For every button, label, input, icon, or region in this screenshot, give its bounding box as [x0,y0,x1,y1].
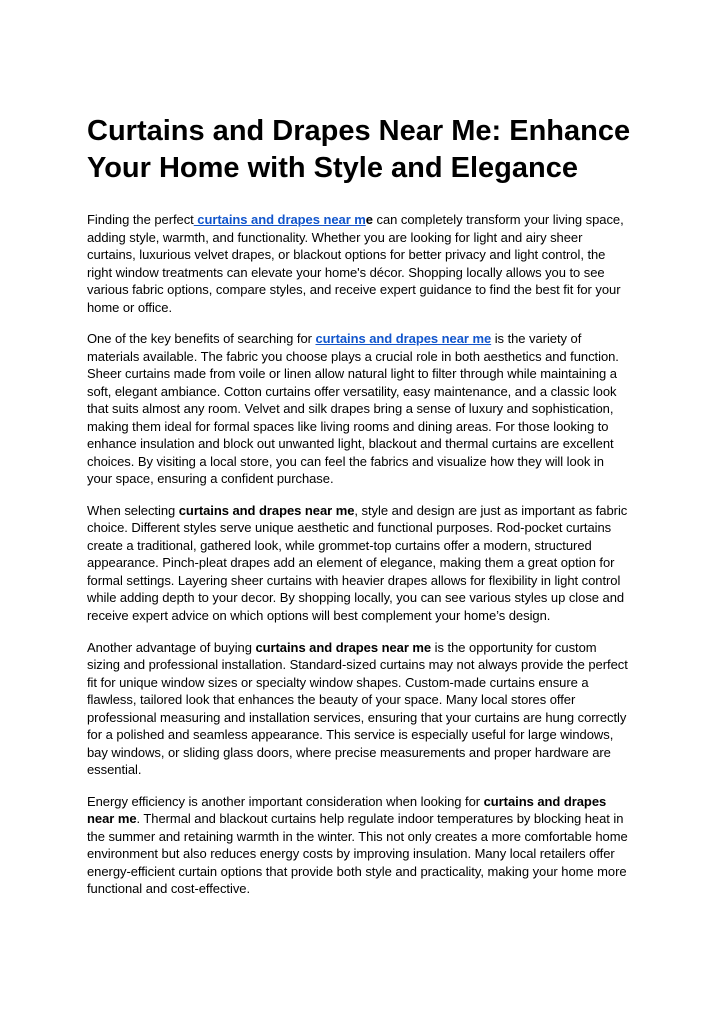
paragraph-text: . Thermal and blackout curtains help regulate indoor temperatures by blocking heat in the summer and retaining warmth in the winter. This not only creates a more comfortable home environment but also reduces energy costs by improving insulation. Many local retailers offer energy-efficient curtain options that provide both style and practicality, making your home more functional and cost-effective. [87,811,628,897]
paragraph-text: When selecting [87,502,179,518]
paragraph-text: Another advantage of buying [87,639,256,655]
paragraph-text: can completely transform your living space, adding style, warmth, and functionality. Whether you are looking for light and airy sheer curtains, luxurious velvet drapes, or blackout options for better privacy and light control, the right window treatments can elevate your home's décor. Shopping locally allows you to see various fabric options, compare styles, and receive expert guidance to find the best fit for your home or office. [87,212,624,315]
keyword-link[interactable]: curtains and drapes near me [315,331,492,347]
page-title: Curtains and Drapes Near Me: Enhance Your Home with Style and Elegance [87,115,631,184]
paragraph-text: is the opportunity for custom sizing and professional installation. Standard-sized curtains may not always provide the perfect fit for unique window sizes or specialty window shapes. Custom-made curtains ensure a flawless, tailored look that enhances the beauty of your space. Many local stores offer professional measuring and installation services, ensuring that your curtains are hung correctly for a polished and seamless appearance. This service is especially useful for large windows, bay windows, or sliding glass doors, where precise measurements and proper hardware are essential. [87,639,628,778]
paragraph-text: Energy efficiency is another important consideration when looking for [87,793,484,809]
paragraph-text: One of the key benefits of searching for [87,331,316,347]
paragraph-5 [87,793,632,898]
keyword-link[interactable]: curtains and drapes near m [193,212,366,227]
paragraph-2 [87,330,632,488]
keyword-bold: curtains and drapes near me [255,639,432,655]
keyword-bold-letter: e [365,212,373,227]
paragraph-text: , style and design are just as important as fabric choice. Different styles serve unique aesthetic and functional purposes. Rod-pocket curtains create a traditional, gathered look, while grommet-top curtains offer a modern, structured appearance. Pinch-pleat drapes add an element of elegance, making them a great option for formal settings. Layering sheer curtains with heavier drapes allows for flexibility in light control while adding depth to your decor. By shopping locally, you can see various styles up close and receive expert advice on which options will best complement your home’s design. [87,502,628,623]
document-body [87,113,632,912]
paragraph-3 [87,502,632,625]
paragraph-text: Finding the perfect [87,212,194,227]
keyword-bold: curtains and drapes near me [178,502,355,518]
paragraph-4 [87,639,632,779]
paragraph-1 [87,211,632,316]
paragraph-text: is the variety of materials available. The fabric you choose plays a crucial role in both aesthetics and function. Sheer curtains made from voile or linen allow natural light to filter through while maintaining a soft, elegant ambiance. Cotton curtains offer versatility, easy maintenance, and a classic look that suits almost any room. Velvet and silk drapes bring a sense of luxury and sophistication, making them ideal for formal spaces like living rooms and dining areas. For those looking to enhance insulation and block out unwanted light, blackout and thermal curtains are excellent choices. By visiting a local store, you can feel the fabrics and visualize how they will look in your space, ensuring a confident purchase. [87,331,619,487]
keyword-bold: curtains and drapes near me [87,793,607,827]
